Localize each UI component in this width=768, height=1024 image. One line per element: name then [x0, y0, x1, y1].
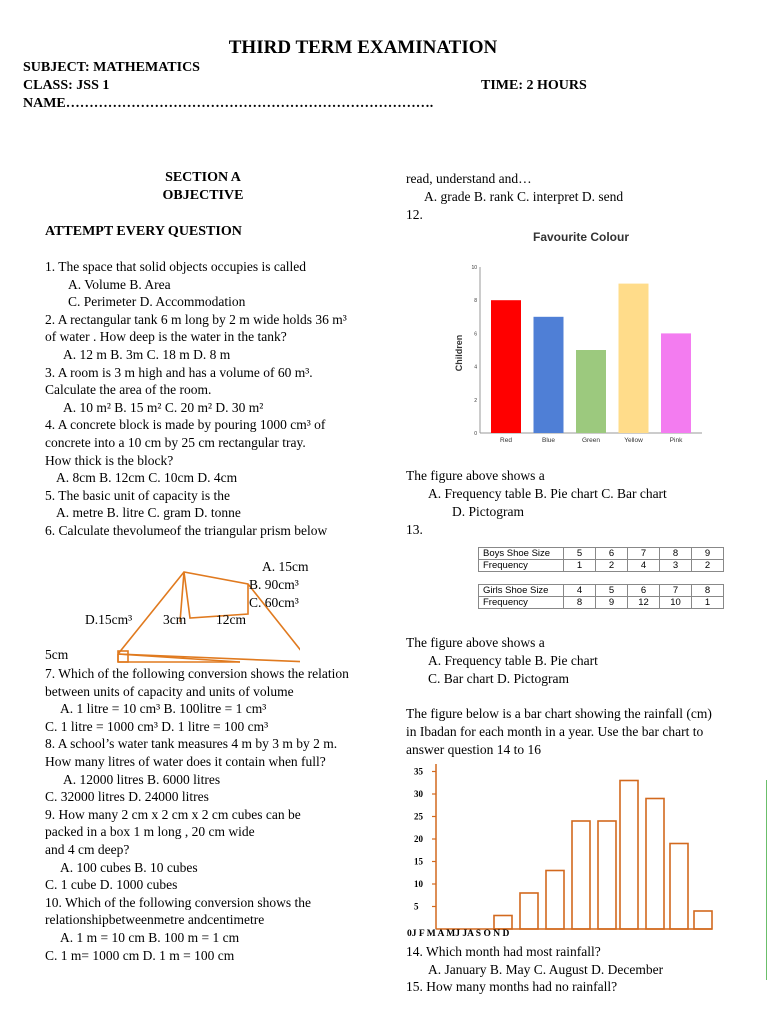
table-cell: 6	[596, 548, 628, 560]
bar	[576, 350, 606, 433]
q13-stem: The figure above shows a	[406, 635, 545, 650]
y-tick-label: 0	[474, 431, 477, 437]
name-line: NAME…………………………………………………………………….	[23, 96, 434, 111]
question-line: 4. A concrete block is made by pouring 1000 cm³ of	[45, 417, 326, 433]
question-line: A. 8cm B. 12cm C. 10cm D. 4cm	[56, 470, 238, 486]
q11-continuation: read, understand and…	[406, 171, 532, 186]
time-label: TIME: 2 HOURS	[481, 78, 587, 93]
question-line: 3. A room is 3 m high and has a volume of 60 m³.	[45, 364, 313, 380]
bar	[491, 300, 521, 433]
table-cell: 10	[660, 597, 692, 609]
bar	[661, 333, 691, 433]
question-line: C. Perimeter D. Accommodation	[68, 294, 246, 310]
q15-question: 15. How many months had no rainfall?	[406, 979, 618, 994]
q6-option-a: A. 15cm	[262, 559, 309, 574]
question-line: between units of capacity and units of volume	[45, 683, 294, 699]
question-line: A. Volume B. Area	[68, 276, 171, 292]
question-line: C. 32000 litres D. 24000 litres	[45, 789, 209, 805]
y-tick-label: 2	[474, 397, 477, 404]
table-cell: 12	[628, 597, 660, 609]
bar	[534, 317, 564, 433]
table-cell: 9	[596, 597, 628, 609]
x-tick-label: Green	[581, 437, 601, 444]
bar	[520, 893, 538, 929]
table-cell: 3	[660, 560, 692, 572]
question-line: C. 1 cube D. 1000 cubes	[45, 877, 178, 893]
subject-label: SUBJECT: MATHEMATICS	[23, 60, 200, 75]
question-line: 8. A school’s water tank measures 4 m by 3 m by 2 m.	[45, 736, 338, 752]
table-cell: 8	[660, 548, 692, 560]
rainfall-month-labels: 0J F M A MJ JA S O N D	[407, 929, 510, 939]
y-tick-label: 15	[414, 856, 423, 867]
dimension-5cm: 5cm	[45, 647, 69, 662]
section-title: SECTION A	[165, 170, 241, 185]
section-subtitle: OBJECTIVE	[162, 188, 244, 203]
question-line: A. 1 litre = 10 cm³ B. 100litre = 1 cm³	[60, 701, 267, 717]
dimension-3cm: 3cm	[163, 612, 187, 627]
question-line: How thick is the block?	[45, 452, 174, 468]
q14-question: 14. Which month had most rainfall?	[406, 944, 601, 959]
table-cell: 8	[692, 585, 724, 597]
rainfall-bar-chart	[400, 762, 720, 942]
table-cell: 5	[596, 585, 628, 597]
question-line: A. metre B. litre C. gram D. tonne	[56, 505, 241, 521]
edge-divider	[766, 780, 767, 980]
q6-option-c: C. 60cm³	[249, 595, 299, 610]
dimension-12cm: 12cm	[216, 612, 246, 627]
bar	[646, 799, 664, 930]
rainfall-intro-3: answer question 14 to 16	[406, 742, 541, 757]
q12-stem: The figure above shows a	[406, 468, 545, 483]
question-line: 10. Which of the following conversion shows the	[45, 894, 311, 910]
table-cell: 5	[564, 548, 596, 560]
table-cell: 1	[564, 560, 596, 572]
bar	[694, 911, 712, 929]
x-tick-label: Yellow	[624, 437, 643, 444]
question-line: packed in a box 1 m long , 20 cm wide	[45, 824, 255, 840]
y-tick-label: 10	[471, 265, 477, 271]
favourite-colour-chart	[444, 226, 704, 448]
q11-options: A. grade B. rank C. interpret D. send	[424, 189, 624, 204]
table-cell: 6	[628, 585, 660, 597]
y-tick-label: 10	[414, 879, 423, 889]
y-tick-label: 4	[474, 364, 477, 371]
question-line: How many litres of water does it contain when full?	[45, 754, 326, 769]
exam-title: THIRD TERM EXAMINATION	[228, 37, 498, 58]
q13-options-1: A. Frequency table B. Pie chart	[428, 653, 598, 668]
y-axis-label: Children	[454, 334, 464, 372]
question-line: 2. A rectangular tank 6 m long by 2 m wide holds 36 m³	[45, 311, 347, 327]
table-cell: 8	[564, 597, 596, 609]
question-line: concrete into a 10 cm by 25 cm rectangular tray.	[45, 435, 306, 450]
table-cell: 1	[692, 597, 724, 609]
bar	[572, 821, 590, 929]
bar	[619, 284, 649, 433]
x-tick-label: Red	[500, 437, 512, 444]
question-line: 1. The space that solid objects occupies is called	[45, 259, 307, 274]
q12-options-1: A. Frequency table B. Pie chart C. Bar chart	[428, 486, 667, 501]
table-cell: 2	[692, 560, 724, 572]
boys-shoe-table	[478, 547, 724, 572]
question-line: A. 1 m = 10 cm B. 100 m = 1 cm	[60, 930, 240, 945]
bar	[494, 916, 512, 930]
y-tick-label: 5	[414, 901, 419, 912]
table-cell: 4	[564, 585, 596, 597]
rainfall-intro-2: in Ibadan for each month in a year. Use the bar chart to	[406, 724, 704, 739]
question-line: 7. Which of the following conversion shows the relation	[45, 666, 349, 681]
q6-option-d: D.15cm³	[85, 612, 133, 627]
q13-number: 13.	[406, 522, 423, 537]
y-tick-label: 30	[414, 789, 423, 799]
girls-frequency-label: Frequency	[479, 597, 564, 609]
bar	[546, 871, 564, 930]
table-cell: 9	[692, 548, 724, 560]
y-tick-label: 35	[414, 766, 423, 777]
question-line: A. 12000 litres B. 6000 litres	[63, 771, 221, 787]
q14-options: A. January B. May C. August D. December	[428, 962, 664, 977]
x-tick-label: Pink	[669, 437, 683, 444]
instruction: ATTEMPT EVERY QUESTION	[45, 224, 242, 239]
question-line: Calculate the area of the room.	[45, 382, 212, 398]
boys-size-label: Boys Shoe Size	[479, 548, 564, 560]
question-line: C. 1 litre = 1000 cm³ D. 1 litre = 100 cm³	[45, 718, 269, 734]
y-tick-label: 8	[474, 298, 477, 305]
question-line: 6. Calculate thevolumeof the triangular prism below	[45, 523, 328, 538]
question-line: and 4 cm deep?	[45, 842, 130, 857]
y-tick-label: 25	[414, 811, 423, 822]
girls-size-label: Girls Shoe Size	[479, 585, 564, 597]
question-line: C. 1 m= 1000 cm D. 1 m = 100 cm	[45, 947, 235, 963]
class-label: CLASS: JSS 1	[23, 78, 110, 93]
chart-title: Favourite Colour	[532, 230, 630, 244]
question-line: A. 10 m² B. 15 m² C. 20 m² D. 30 m²	[63, 399, 264, 415]
rainfall-intro-1: The figure below is a bar chart showing the rainfall (cm)	[406, 706, 712, 721]
x-tick-label: Blue	[541, 437, 556, 444]
q12-number: 12.	[406, 207, 423, 222]
bar	[620, 781, 638, 930]
question-line: 5. The basic unit of capacity is the	[45, 487, 230, 503]
q12-options-2: D. Pictogram	[452, 504, 524, 519]
bar	[670, 844, 688, 930]
question-line: relationshipbetweenmetre andcentimetre	[45, 912, 265, 928]
bar	[598, 821, 616, 929]
question-line: of water . How deep is the water in the tank?	[45, 329, 287, 345]
table-cell: 4	[628, 560, 660, 572]
y-tick-label: 20	[414, 834, 423, 844]
question-line: A. 12 m B. 3m C. 18 m D. 8 m	[63, 347, 231, 362]
girls-shoe-table	[478, 584, 724, 609]
table-cell: 7	[628, 548, 660, 560]
q6-option-b: B. 90cm³	[249, 577, 299, 592]
boys-frequency-label: Frequency	[479, 560, 564, 572]
question-line: A. 100 cubes B. 10 cubes	[60, 859, 198, 875]
question-line: 9. How many 2 cm x 2 cm x 2 cm cubes can be	[45, 806, 301, 822]
table-cell: 7	[660, 585, 692, 597]
q13-options-2: C. Bar chart D. Pictogram	[428, 671, 569, 686]
table-cell: 2	[596, 560, 628, 572]
y-tick-label: 6	[474, 331, 477, 338]
